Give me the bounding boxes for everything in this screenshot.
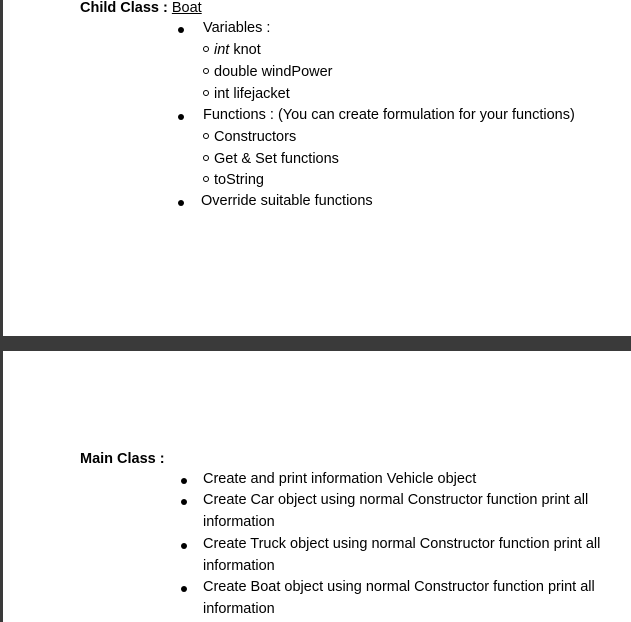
main-item-4-line-1: Create Boat object using normal Constructor function print all [203,579,595,595]
bullet-icon [178,114,184,120]
page-gap [0,336,631,351]
main-item-2-line-1: Create Car object using normal Constructor function print all [203,492,589,508]
function-constructors: Constructors [203,129,296,145]
main-class-heading: Main Class : [80,451,165,467]
variables-label: Variables : [203,20,271,36]
child-class-name: Boat [171,0,202,16]
variable-lifejacket: int lifejacket [203,86,290,102]
bullet-icon [178,27,184,33]
function-tostring: toString [203,172,264,188]
bullet-icon [181,478,187,484]
bullet-icon [181,586,187,592]
main-item-2-line-2: information [203,514,275,530]
circle-bullet-icon [203,68,209,74]
circle-bullet-icon [203,133,209,139]
function-get-set: Get & Set functions [203,151,339,167]
circle-bullet-icon [203,155,209,161]
circle-bullet-icon [203,176,209,182]
main-item-3-line-2: information [203,558,275,574]
document-page-2 [0,351,631,622]
functions-label: Functions : (You can create formulation for your functions) [203,107,575,123]
variable-knot: int knot [203,42,261,58]
variable-windpower: double windPower [203,64,333,80]
main-item-4-line-2: information [203,601,275,617]
bullet-icon [181,543,187,549]
circle-bullet-icon [203,90,209,96]
override-label: Override suitable functions [201,193,373,209]
child-class-heading: Child Class : Boat [80,0,202,16]
main-item-3-line-1: Create Truck object using normal Constructor function print all [203,536,601,552]
circle-bullet-icon [203,46,209,52]
main-item-1: Create and print information Vehicle object [203,471,477,487]
bullet-icon [178,200,184,206]
bullet-icon [181,499,187,505]
